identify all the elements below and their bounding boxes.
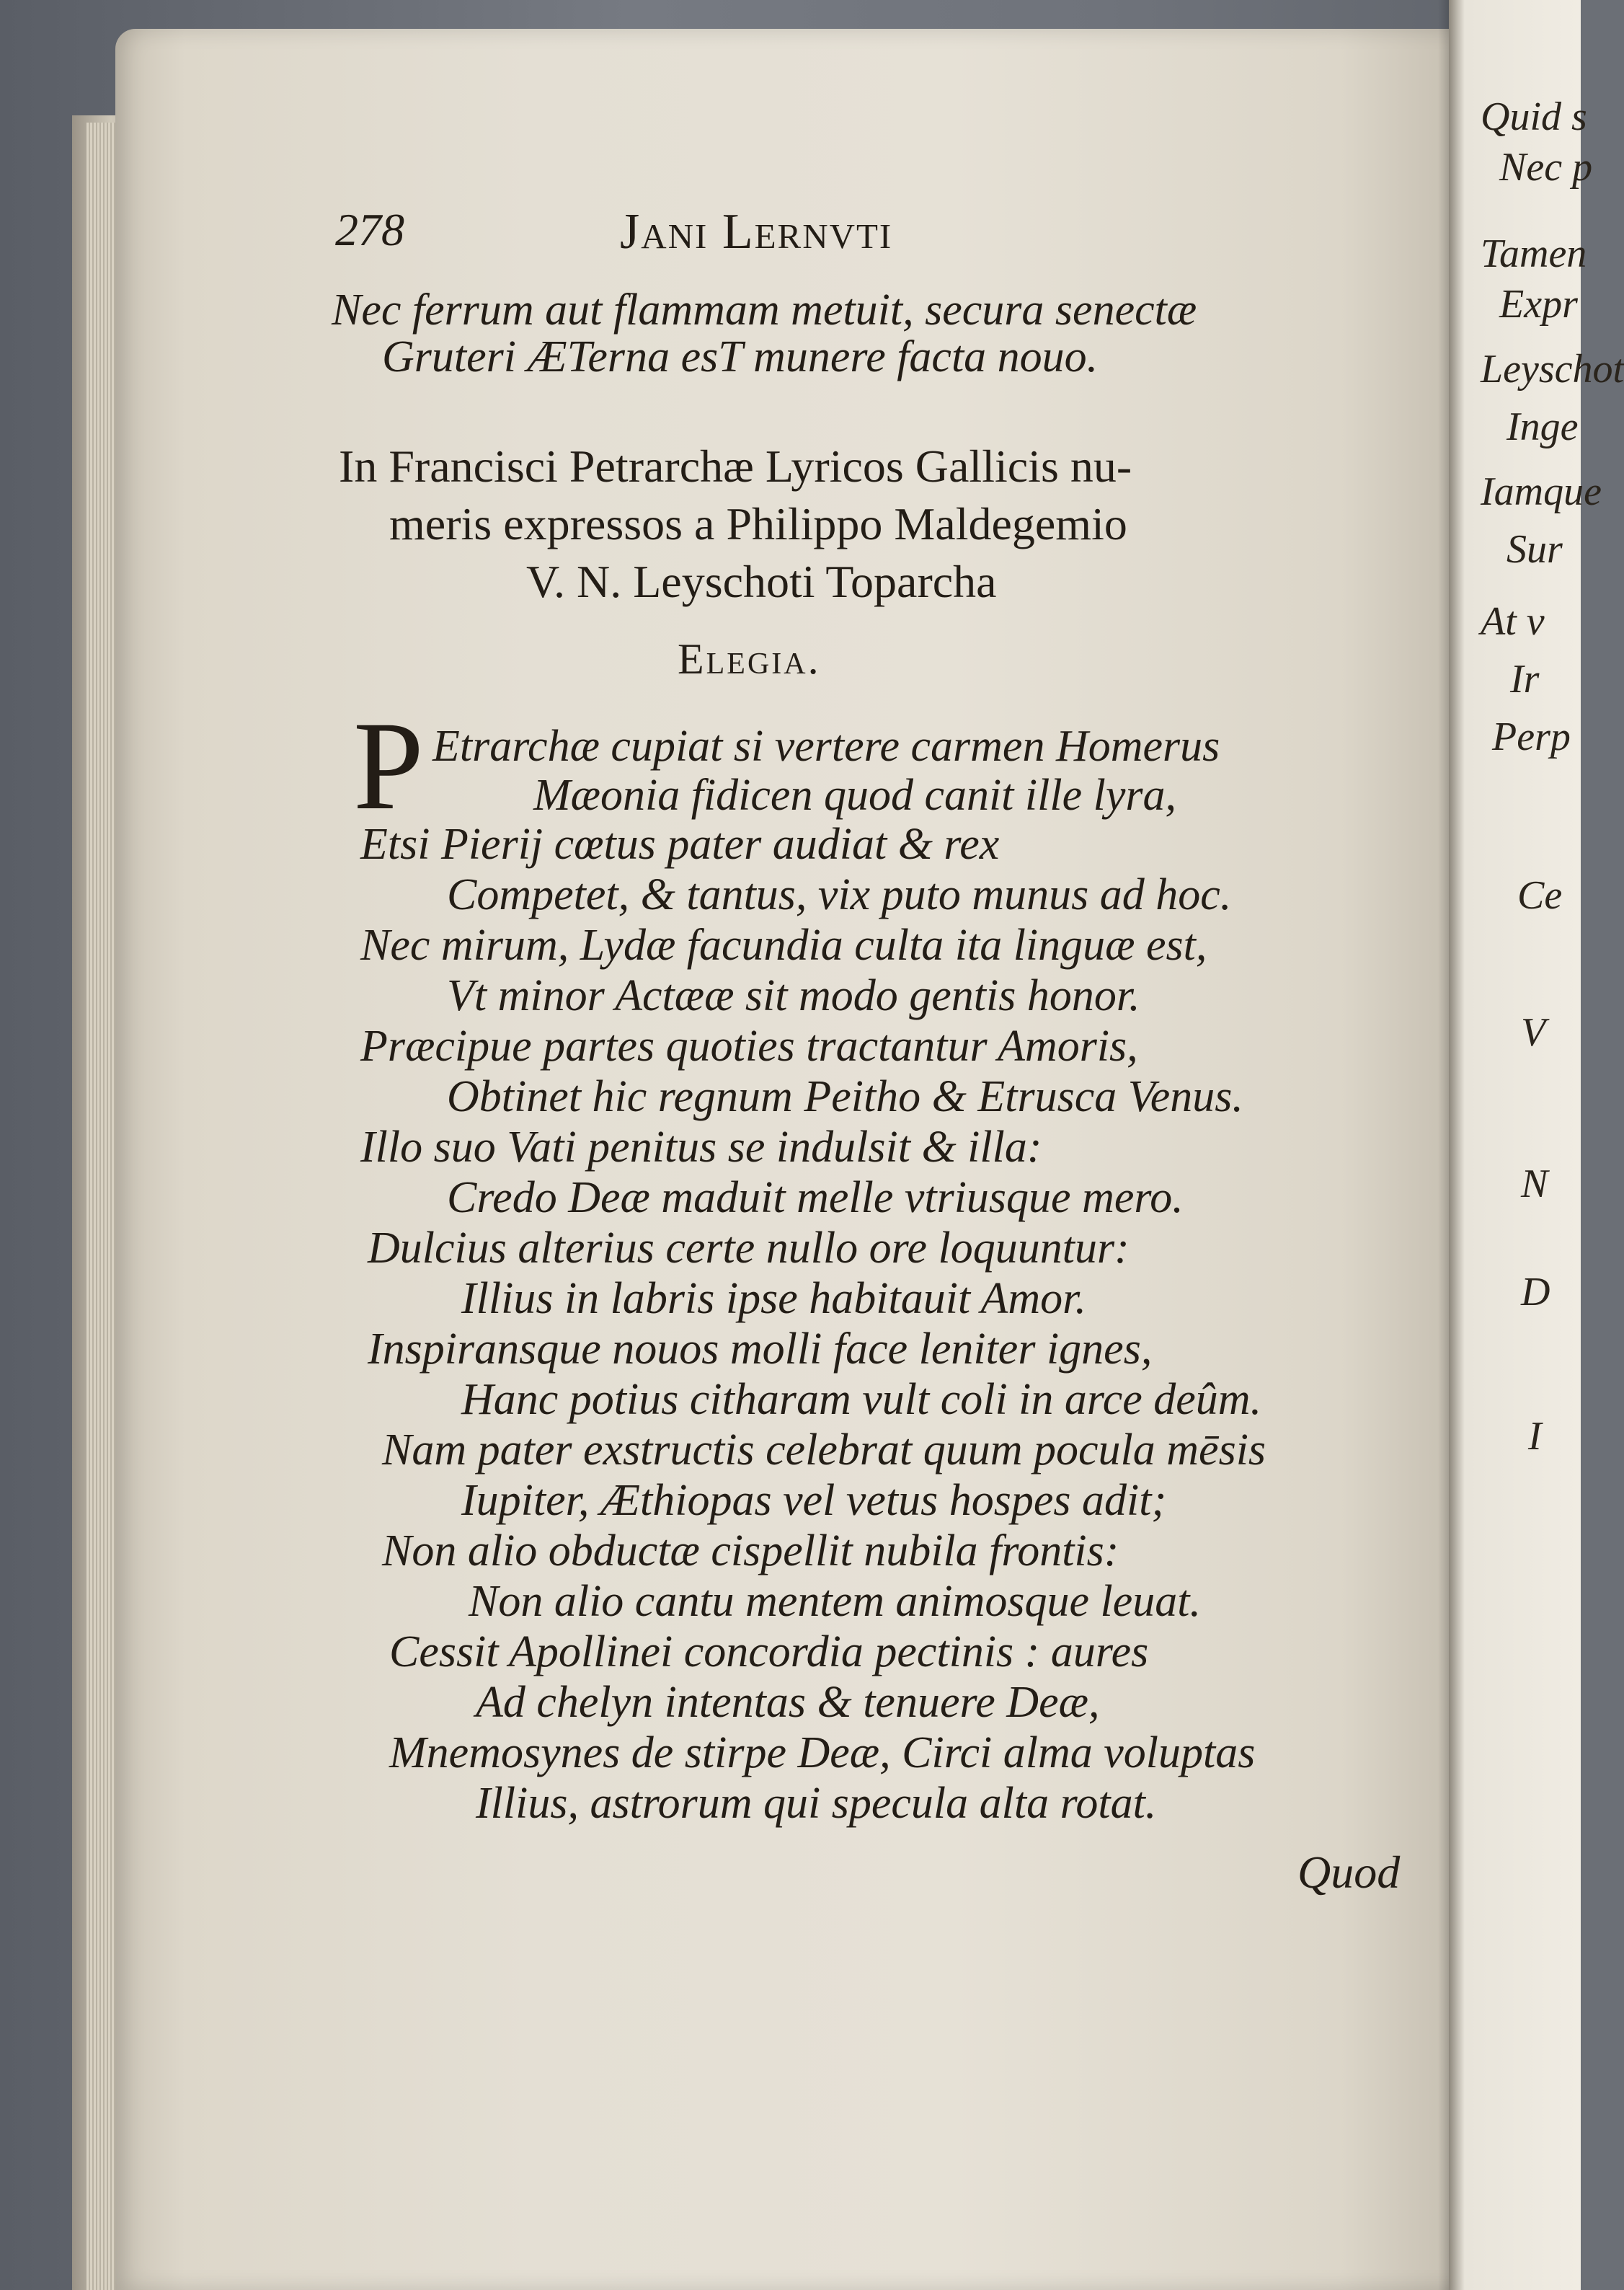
right-fragment-11: Perp — [1492, 715, 1571, 759]
right-fragment-15: D — [1521, 1270, 1550, 1314]
page-number: 278 — [335, 204, 404, 255]
poem-line-8: Obtinet hic regnum Peitho & Etrusca Venus. — [447, 1072, 1243, 1121]
poem-line-10: Credo Deæ maduit melle vtriusque mero. — [447, 1173, 1184, 1222]
continued-line-1: Nec ferrum aut flammam metuit, secura senectæ — [332, 286, 1197, 335]
left-page — [115, 29, 1507, 2290]
poem-line-16: Iupiter, Æthiopas vel vetus hospes adit; — [461, 1476, 1167, 1525]
right-fragment-9: At v — [1481, 599, 1545, 644]
right-fragment-4: Expr — [1499, 282, 1578, 327]
continued-line-2: Gruteri ÆTerna esT munere facta nouo. — [382, 332, 1099, 381]
right-fragment-2: Nec p — [1499, 145, 1593, 190]
poem-line-7: Præcipue partes quoties tractantur Amoris, — [360, 1022, 1138, 1071]
right-fragment-1: Quid s — [1481, 94, 1587, 139]
poem-line-3: Etsi Pierij cœtus pater audiat & rex — [360, 820, 1000, 869]
poem-line-1: Etrarchæ cupiat si vertere carmen Homerus — [432, 722, 1220, 771]
poem-line-6: Vt minor Actææ sit modo gentis honor. — [447, 971, 1140, 1020]
poem-line-17: Non alio obductæ cispellit nubila frontis: — [382, 1526, 1119, 1575]
running-head: Jani Lernvti — [620, 204, 893, 260]
poem-line-21: Mnemosynes de stirpe Deæ, Circi alma voluptas — [389, 1728, 1256, 1777]
title-line-3: V. N. Leyschoti Toparcha — [526, 556, 997, 607]
right-fragment-16: I — [1528, 1414, 1542, 1459]
right-fragment-8: Sur — [1507, 527, 1563, 572]
right-fragment-10: Ir — [1510, 657, 1540, 702]
section-subtitle: Elegia. — [678, 635, 821, 683]
poem-line-18: Non alio cantu mentem animosque leuat. — [469, 1577, 1201, 1626]
poem-line-15: Nam pater exstructis celebrat quum pocula mēsis — [382, 1425, 1266, 1475]
poem-line-12: Illius in labris ipse habitauit Amor. — [461, 1274, 1086, 1323]
right-fragment-12: Ce — [1517, 873, 1563, 918]
poem-line-5: Nec mirum, Lydæ facundia culta ita linguæ est, — [360, 921, 1207, 970]
poem-line-14: Hanc potius citharam vult coli in arce deûm. — [461, 1375, 1262, 1424]
right-fragment-3: Tamen — [1481, 231, 1587, 276]
right-fragment-13: V — [1521, 1010, 1546, 1055]
poem-line-22: Illius, astrorum qui specula alta rotat. — [476, 1779, 1157, 1828]
poem-line-9: Illo suo Vati penitus se indulsit & illa: — [360, 1123, 1042, 1172]
poem-line-2: Mæonia fidicen quod canit ille lyra, — [533, 771, 1176, 820]
poem-line-4: Competet, & tantus, vix puto munus ad hoc. — [447, 870, 1232, 919]
right-fragment-7: Iamque — [1481, 469, 1602, 514]
drop-capital: P — [353, 696, 424, 836]
right-fragment-14: N — [1521, 1162, 1548, 1206]
poem-line-11: Dulcius alterius certe nullo ore loquuntur: — [368, 1224, 1130, 1273]
right-page-edge — [1449, 0, 1624, 2290]
title-line-2: meris expressos a Philippo Maldegemio — [389, 498, 1127, 549]
title-line-1: In Francisci Petrarchæ Lyricos Gallicis nu- — [339, 441, 1132, 492]
right-fragment-5: Leyschot — [1481, 347, 1624, 392]
poem-line-20: Ad chelyn intentas & tenuere Deæ, — [476, 1678, 1100, 1727]
poem-line-19: Cessit Apollinei concordia pectinis : aures — [389, 1627, 1149, 1676]
poem-line-13: Inspiransque nouos molli face leniter ignes, — [368, 1325, 1153, 1374]
right-fragment-6: Inge — [1507, 404, 1579, 449]
catchword: Quod — [1297, 1847, 1401, 1898]
